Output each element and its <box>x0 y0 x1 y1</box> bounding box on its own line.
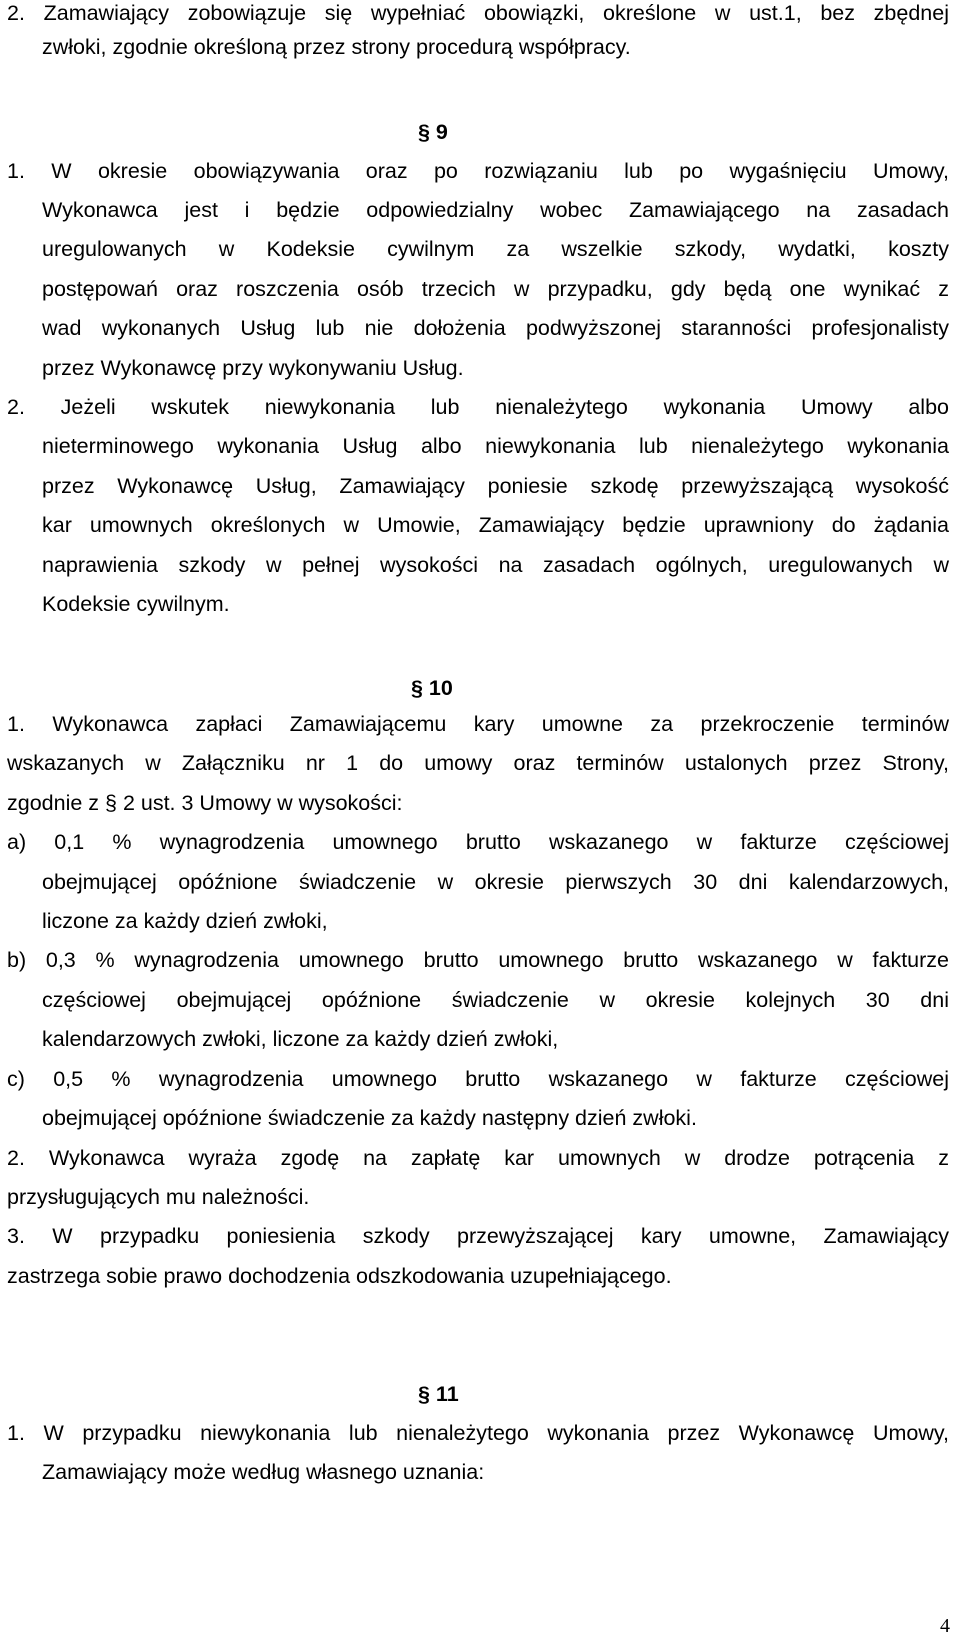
text-line: przez Wykonawcę przy wykonywaniu Usług. <box>42 356 464 380</box>
text-line: nieterminowego wykonania Usług albo niewykonania lub nienależytego wykonania <box>42 434 949 458</box>
text-line: liczone za każdy dzień zwłoki, <box>42 909 328 933</box>
text-line: obejmującej opóźnione świadczenie w okresie pierwszych 30 dni kalendarzowych, <box>42 870 949 894</box>
text-line: przez Wykonawcę Usług, Zamawiający poniesie szkodę przewyższającą wysokość <box>42 474 949 498</box>
text-line: 3. W przypadku poniesienia szkody przewyższającej kary umowne, Zamawiający <box>7 1224 949 1248</box>
text-line: 1. W przypadku niewykonania lub nienależytego wykonania przez Wykonawcę Umowy, <box>7 1421 949 1445</box>
page-number: 4 <box>940 1615 950 1637</box>
section-heading: § 11 <box>418 1382 459 1406</box>
text-line: zgodnie z § 2 ust. 3 Umowy w wysokości: <box>7 791 403 815</box>
text-line: a) 0,1 % wynagrodzenia umownego brutto wskazanego w fakturze częściowej <box>7 830 949 854</box>
text-line: Kodeksie cywilnym. <box>42 592 230 616</box>
text-line: Zamawiający może według własnego uznania: <box>42 1460 485 1484</box>
text-line: wad wykonanych Usług lub nie dołożenia podwyższonej staranności profesjonalisty <box>42 316 949 340</box>
text-line: 2. Wykonawca wyraża zgodę na zapłatę kar umownych w drodze potrącenia z <box>7 1146 949 1170</box>
text-line: 1. Wykonawca zapłaci Zamawiającemu kary umowne za przekroczenie terminów <box>7 712 949 736</box>
text-line: c) 0,5 % wynagrodzenia umownego brutto wskazanego w fakturze częściowej <box>7 1067 949 1091</box>
section-heading: § 10 <box>411 676 453 700</box>
text-line: wskazanych w Załączniku nr 1 do umowy oraz terminów ustalonych przez Strony, <box>7 751 949 775</box>
text-line: 1. W okresie obowiązywania oraz po rozwiązaniu lub po wygaśnięciu Umowy, <box>7 159 949 183</box>
text-line: zastrzega sobie prawo dochodzenia odszkodowania uzupełniającego. <box>7 1264 672 1288</box>
text-line: 2. Jeżeli wskutek niewykonania lub nienależytego wykonania Umowy albo <box>7 395 949 419</box>
text-line: postępowań oraz roszczenia osób trzecich w przypadku, gdy będą one wynikać z <box>42 277 949 301</box>
text-line: przysługujących mu należności. <box>7 1185 310 1209</box>
text-line: zwłoki, zgodnie określoną przez strony procedurą współpracy. <box>42 35 631 59</box>
text-line: uregulowanych w Kodeksie cywilnym za wszelkie szkody, wydatki, koszty <box>42 237 949 261</box>
text-line: b) 0,3 % wynagrodzenia umownego brutto umownego brutto wskazanego w fakturze <box>7 948 949 972</box>
text-line: naprawienia szkody w pełnej wysokości na zasadach ogólnych, uregulowanych w <box>42 553 949 577</box>
text-line: 2. Zamawiający zobowiązuje się wypełniać obowiązki, określone w ust.1, bez zbędnej <box>7 1 949 25</box>
text-line: obejmującej opóźnione świadczenie za każdy następny dzień zwłoki. <box>42 1106 697 1130</box>
section-heading: § 9 <box>418 120 448 144</box>
text-line: częściowej obejmującej opóźnione świadczenie w okresie kolejnych 30 dni <box>42 988 949 1012</box>
text-line: kalendarzowych zwłoki, liczone za każdy dzień zwłoki, <box>42 1027 559 1051</box>
text-line: kar umownych określonych w Umowie, Zamawiający będzie uprawniony do żądania <box>42 513 949 537</box>
text-line: Wykonawca jest i będzie odpowiedzialny wobec Zamawiającego na zasadach <box>42 198 949 222</box>
